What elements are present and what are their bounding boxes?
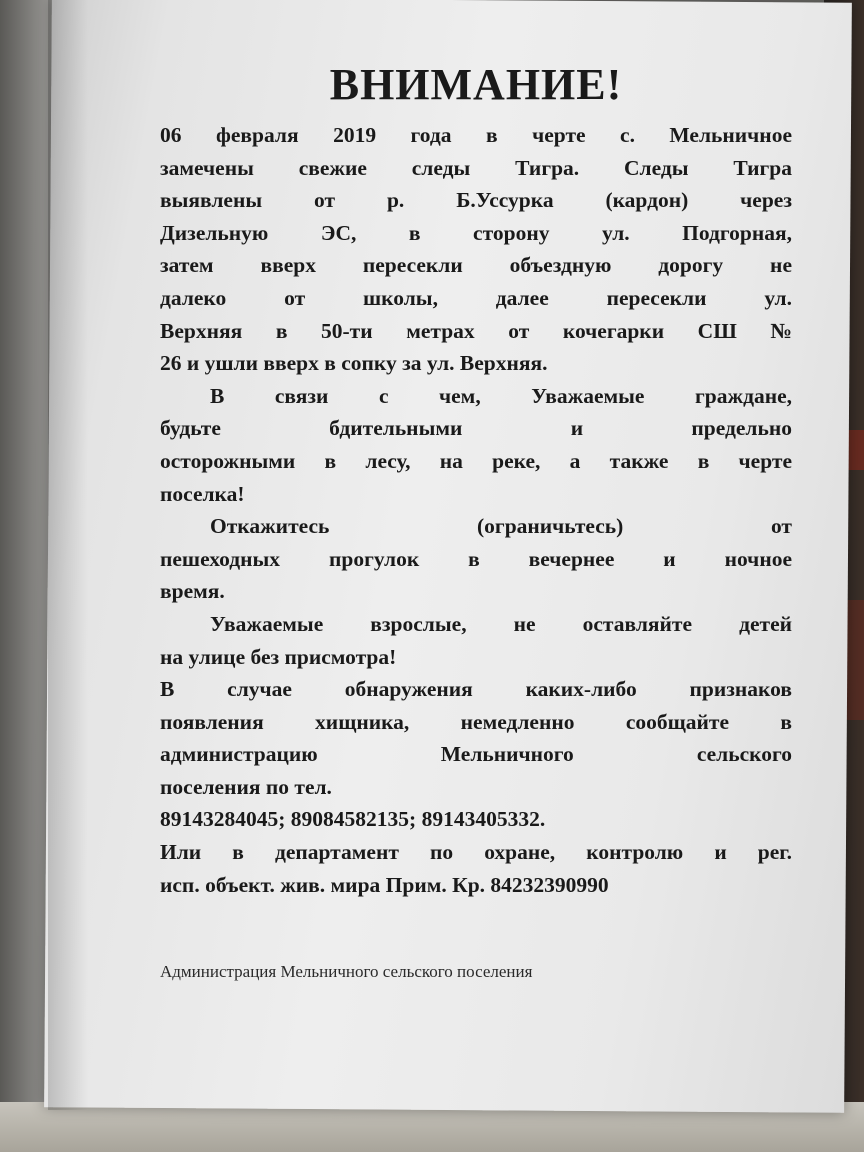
text-line: Откажитесь (ограничьтесь) от — [210, 514, 792, 539]
text-line: администрацию Мельничного сельского — [160, 742, 792, 767]
text-line: будьте бдительными и предельно — [160, 416, 792, 441]
text-line: Верхняя в 50-ти метрах от кочегарки СШ № — [160, 318, 792, 343]
paragraph-children — [160, 608, 792, 673]
notice-document — [160, 55, 792, 901]
text-line: исп. объект. жив. мира Прим. Кр. 84232390990 — [160, 872, 609, 897]
text-line: Дизельную ЭС, в сторону ул. Подгорная, — [160, 220, 792, 245]
text-line: пешеходных прогулок в вечернее и ночное — [160, 546, 792, 571]
text-line: 26 и ушли вверх в сопку за ул. Верхняя. — [160, 351, 548, 376]
paper-fold-shadow — [48, 0, 88, 1110]
text-line: поселения по тел. — [160, 774, 332, 799]
phones-line: 89143284045; 89084582135; 89143405332. — [160, 807, 546, 832]
paragraph-report — [160, 673, 792, 803]
signature-administration: Администрация Мельничного сельского поселения — [160, 962, 533, 981]
text-line: замечены свежие следы Тигра. Следы Тигра — [160, 155, 792, 180]
paragraph-tiger-tracks — [160, 119, 792, 380]
text-line: 06 февраля 2019 года в черте с. Мельничное — [160, 123, 792, 147]
text-line: появления хищника, немедленно сообщайте в — [160, 709, 792, 734]
text-line: В случае обнаружения каких-либо признаков — [160, 677, 792, 702]
paragraph-be-vigilant — [160, 380, 792, 510]
text-line: время. — [160, 579, 225, 604]
text-line: на улице без присмотра! — [160, 644, 397, 669]
text-line: затем вверх пересекли объездную дорогу не — [160, 253, 792, 278]
text-line: далеко от школы, далее пересекли ул. — [160, 285, 792, 310]
text-line: В связи с чем, Уважаемые граждане, — [210, 383, 792, 408]
text-line: Уважаемые взрослые, не оставляйте детей — [210, 611, 792, 636]
text-line: поселка! — [160, 481, 245, 506]
notice-title: ВНИМАНИЕ! — [329, 60, 623, 109]
text-line: выявлены от р. Б.Уссурка (кардон) через — [160, 188, 792, 213]
text-line: осторожными в лесу, на реке, а также в черте — [160, 448, 792, 473]
paragraph-department — [160, 836, 792, 901]
text-line: Или в департамент по охране, контролю и рег. — [160, 840, 792, 865]
phone-numbers — [160, 803, 792, 836]
paragraph-avoid-walks — [160, 510, 792, 608]
